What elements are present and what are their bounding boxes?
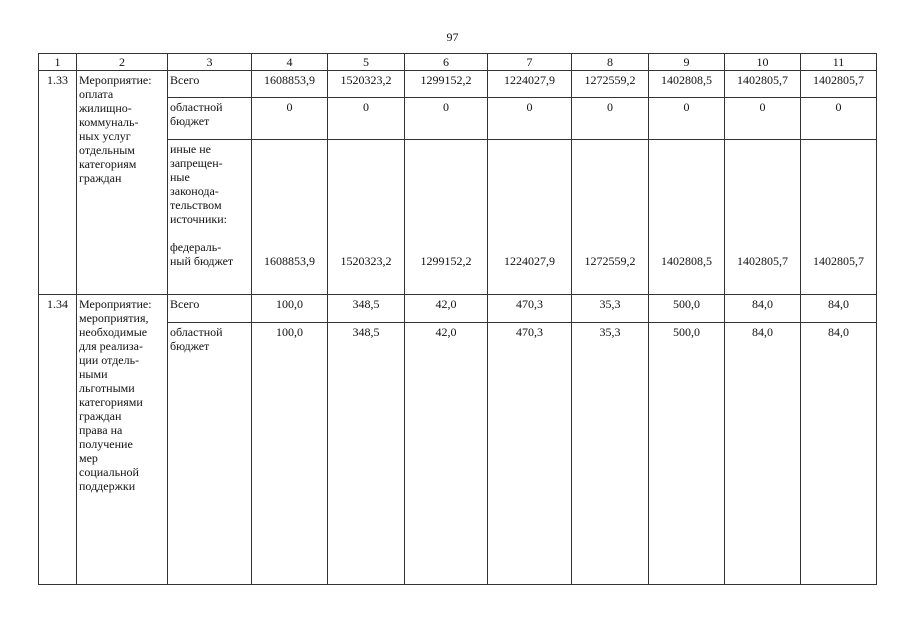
value-cell (801, 140, 877, 295)
value-cell: 84,0 (801, 323, 877, 585)
federal-value: 1402808,5 (661, 254, 712, 268)
label-line: отдельным (79, 143, 135, 157)
federal-value: 1299152,2 (420, 254, 472, 268)
value-cell (649, 140, 725, 295)
source-line: федераль- (170, 240, 222, 254)
header-cell: 8 (572, 54, 649, 71)
label-line: категориям (79, 157, 137, 171)
value-cell (405, 140, 488, 295)
label-line: ными (79, 367, 108, 381)
label-line: права на (79, 423, 123, 437)
value-cell (572, 140, 649, 295)
label-line: граждан (79, 409, 122, 423)
source-total: Всего (168, 295, 252, 323)
source-line: бюджет (170, 114, 210, 128)
value-cell: 0 (252, 98, 328, 140)
value-cell: 1608853,9 (252, 71, 328, 98)
source-other (168, 140, 252, 295)
header-row (39, 54, 877, 71)
value-cell: 42,0 (405, 295, 488, 323)
label-line: социальной (79, 465, 139, 479)
federal-value: 1402805,7 (813, 254, 864, 268)
value-cell: 100,0 (252, 323, 328, 585)
label-line: мероприятия, (79, 311, 149, 325)
value-cell: 500,0 (649, 323, 725, 585)
label-line: мер (79, 451, 98, 465)
label-line: Мероприятие: (79, 73, 152, 87)
value-cell: 348,5 (328, 323, 405, 585)
value-cell: 348,5 (328, 295, 405, 323)
source-line: иные не (170, 142, 211, 156)
value-cell (252, 140, 328, 295)
value-cell: 0 (572, 98, 649, 140)
value-cell: 35,3 (572, 323, 649, 585)
value-cell: 1272559,2 (572, 71, 649, 98)
header-cell: 11 (801, 54, 877, 71)
header-cell: 10 (725, 54, 801, 71)
header-cell: 7 (488, 54, 572, 71)
spacer (170, 226, 249, 240)
source-line: областной (170, 100, 223, 114)
value-cell (725, 140, 801, 295)
value-cell: 100,0 (252, 295, 328, 323)
value-cell: 0 (328, 98, 405, 140)
label-line: Мероприятие: (79, 297, 152, 311)
label-line: коммуналь- (79, 115, 139, 129)
value-cell: 1402808,5 (649, 71, 725, 98)
federal-value: 1272559,2 (584, 254, 636, 268)
table-row (39, 71, 877, 98)
value-cell: 84,0 (801, 295, 877, 323)
label-line: категориями (79, 395, 143, 409)
federal-value: 1520323,2 (340, 254, 392, 268)
label-line: для реализа- (79, 339, 143, 353)
label-line: граждан (79, 171, 122, 185)
source-total: Всего (168, 71, 252, 98)
value-cell: 0 (725, 98, 801, 140)
value-cell: 500,0 (649, 295, 725, 323)
value-cell: 35,3 (572, 295, 649, 323)
source-line: ный бюджет (170, 254, 234, 268)
source-line: запрещен- (170, 156, 223, 170)
federal-value: 1608853,9 (264, 254, 315, 268)
value-cell: 1402805,7 (801, 71, 877, 98)
federal-value: 1402805,7 (737, 254, 788, 268)
header-cell: 3 (168, 54, 252, 71)
value-cell: 1299152,2 (405, 71, 488, 98)
value-cell: 470,3 (488, 323, 572, 585)
label-line: оплата (79, 87, 114, 101)
value-cell: 0 (649, 98, 725, 140)
value-cell: 1520323,2 (328, 71, 405, 98)
value-cell: 0 (405, 98, 488, 140)
label-line: ных услуг (79, 129, 131, 143)
header-cell: 4 (252, 54, 328, 71)
value-cell (328, 140, 405, 295)
label-line: получение (79, 437, 133, 451)
activity-label (77, 295, 168, 585)
page-number: 97 (446, 30, 459, 44)
activity-label (77, 71, 168, 295)
value-cell (488, 140, 572, 295)
source-line: областной (170, 325, 223, 339)
header-cell: 5 (328, 54, 405, 71)
row-number: 1.34 (39, 295, 77, 585)
label-line: льготными (79, 381, 135, 395)
value-cell: 1402805,7 (725, 71, 801, 98)
table-row (39, 295, 877, 323)
source-line: тельством (170, 198, 222, 212)
label-line: поддержки (79, 479, 136, 493)
label-line: ции отдель- (79, 353, 140, 367)
value-cell: 42,0 (405, 323, 488, 585)
value-cell: 470,3 (488, 295, 572, 323)
source-line: бюджет (170, 339, 210, 353)
source-line: законода- (170, 184, 219, 198)
label-line: жилищно- (79, 101, 132, 115)
header-cell: 9 (649, 54, 725, 71)
value-cell: 1224027,9 (488, 71, 572, 98)
row-number: 1.33 (39, 71, 77, 295)
value-cell: 0 (488, 98, 572, 140)
label-line: необходимые (79, 325, 148, 339)
source-regional (168, 323, 252, 585)
value-cell: 84,0 (725, 323, 801, 585)
value-cell: 0 (801, 98, 877, 140)
value-cell: 84,0 (725, 295, 801, 323)
budget-table (38, 53, 877, 585)
header-cell: 6 (405, 54, 488, 71)
source-line: ные (170, 170, 190, 184)
header-cell: 2 (77, 54, 168, 71)
header-cell: 1 (39, 54, 77, 71)
federal-value: 1224027,9 (504, 254, 555, 268)
source-regional (168, 98, 252, 140)
source-line: источники: (170, 212, 227, 226)
